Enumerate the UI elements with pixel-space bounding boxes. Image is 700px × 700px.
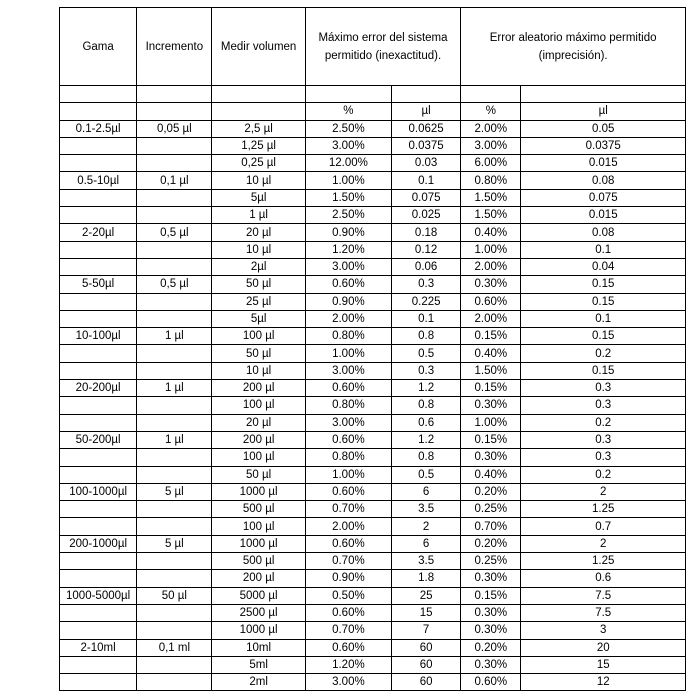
volumen-cell: 200 µl	[212, 570, 305, 587]
inexactitud-pct-cell: 1.00%	[305, 172, 391, 189]
table-row	[60, 293, 686, 310]
table-row	[60, 276, 686, 293]
inexactitud-pct-cell: 2.00%	[305, 310, 391, 327]
imprecision-pct-cell: 0.30%	[461, 622, 521, 639]
inexactitud-ul-cell: 6	[392, 483, 461, 500]
table-row	[60, 172, 686, 189]
imprecision-ul-cell: 0.0375	[521, 137, 686, 154]
inexactitud-ul-cell: 25	[392, 587, 461, 604]
incremento-cell	[137, 466, 212, 483]
imprecision-ul-cell: 0.05	[521, 120, 686, 137]
volumen-cell: 0,25 µl	[212, 155, 305, 172]
inexactitud-pct-cell: 1.20%	[305, 241, 391, 258]
table-row	[60, 466, 686, 483]
incremento-cell: 1 µl	[137, 431, 212, 448]
table-row	[60, 535, 686, 552]
imprecision-pct-cell: 2.00%	[461, 258, 521, 275]
imprecision-pct-cell: 0.25%	[461, 553, 521, 570]
imprecision-pct-cell: 0.60%	[461, 293, 521, 310]
inexactitud-ul-cell: 60	[392, 639, 461, 656]
imprecision-pct-cell: 6.00%	[461, 155, 521, 172]
inexactitud-pct-cell: 0.90%	[305, 293, 391, 310]
incremento-cell	[137, 570, 212, 587]
incremento-cell: 50 µl	[137, 587, 212, 604]
inexactitud-ul-cell: 0.6	[392, 414, 461, 431]
inexactitud-ul-cell: 0.5	[392, 466, 461, 483]
inexactitud-pct-cell: 0.60%	[305, 639, 391, 656]
gama-cell: 20-200µl	[60, 380, 137, 397]
gama-cell	[60, 604, 137, 621]
inexactitud-ul-cell: 6	[392, 535, 461, 552]
gama-cell: 2-20µl	[60, 224, 137, 241]
imprecision-pct-cell: 1.00%	[461, 414, 521, 431]
incremento-cell	[137, 674, 212, 691]
gama-cell: 200-1000µl	[60, 535, 137, 552]
table-row	[60, 397, 686, 414]
inexactitud-pct-cell: 3.00%	[305, 137, 391, 154]
pipette-tolerance-table	[59, 7, 686, 691]
inexactitud-pct-cell: 0.70%	[305, 622, 391, 639]
gama-cell	[60, 518, 137, 535]
gama-cell	[60, 345, 137, 362]
inexactitud-pct-cell: 0.80%	[305, 397, 391, 414]
volumen-cell: 5µl	[212, 189, 305, 206]
gama-cell	[60, 449, 137, 466]
imprecision-ul-cell: 0.015	[521, 207, 686, 224]
imprecision-pct-cell: 0.20%	[461, 483, 521, 500]
inexactitud-ul-cell: 0.075	[392, 189, 461, 206]
inexactitud-pct-cell: 1.00%	[305, 466, 391, 483]
inexactitud-pct-cell: 0.70%	[305, 501, 391, 518]
table-row	[60, 207, 686, 224]
imprecision-pct-cell: 0.30%	[461, 604, 521, 621]
imprecision-pct-cell: 0.20%	[461, 639, 521, 656]
imprecision-ul-cell: 0.04	[521, 258, 686, 275]
inexactitud-pct-cell: 0.80%	[305, 449, 391, 466]
gama-cell	[60, 501, 137, 518]
inexactitud-ul-cell: 0.5	[392, 345, 461, 362]
imprecision-ul-cell: 0.015	[521, 155, 686, 172]
table-row	[60, 501, 686, 518]
imprecision-ul-cell: 20	[521, 639, 686, 656]
imprecision-ul-cell: 0.08	[521, 172, 686, 189]
imprecision-pct-cell: 0.15%	[461, 328, 521, 345]
inexactitud-ul-cell: 0.0625	[392, 120, 461, 137]
imprecision-ul-cell: 0.3	[521, 397, 686, 414]
volumen-cell: 2,5 µl	[212, 120, 305, 137]
incremento-cell: 5 µl	[137, 483, 212, 500]
inexactitud-pct-cell: 0.90%	[305, 570, 391, 587]
gama-cell	[60, 397, 137, 414]
inexactitud-pct-cell: 3.00%	[305, 258, 391, 275]
table-row	[60, 380, 686, 397]
header-max-error: Máximo error del sistema permitido (inexactitud).	[305, 8, 460, 86]
inexactitud-pct-cell: 0.60%	[305, 604, 391, 621]
inexactitud-ul-cell: 0.3	[392, 276, 461, 293]
volumen-cell: 10 µl	[212, 241, 305, 258]
imprecision-ul-cell: 0.2	[521, 466, 686, 483]
volumen-cell: 20 µl	[212, 414, 305, 431]
blank-row	[60, 86, 686, 103]
volumen-cell: 2µl	[212, 258, 305, 275]
inexactitud-ul-cell: 0.18	[392, 224, 461, 241]
inexactitud-ul-cell: 0.1	[392, 310, 461, 327]
gama-cell	[60, 207, 137, 224]
incremento-cell	[137, 362, 212, 379]
imprecision-ul-cell: 7.5	[521, 604, 686, 621]
inexactitud-pct-cell: 0.80%	[305, 328, 391, 345]
volumen-cell: 50 µl	[212, 466, 305, 483]
incremento-cell: 1 µl	[137, 380, 212, 397]
table-row	[60, 155, 686, 172]
imprecision-ul-cell: 3	[521, 622, 686, 639]
gama-cell	[60, 258, 137, 275]
imprecision-pct-cell: 0.20%	[461, 535, 521, 552]
incremento-cell	[137, 207, 212, 224]
inexactitud-pct-cell: 3.00%	[305, 414, 391, 431]
inexactitud-ul-cell: 3.5	[392, 501, 461, 518]
inexactitud-pct-cell: 2.00%	[305, 518, 391, 535]
incremento-cell	[137, 293, 212, 310]
volumen-cell: 200 µl	[212, 431, 305, 448]
unit-cell: %	[305, 103, 391, 120]
inexactitud-ul-cell: 60	[392, 674, 461, 691]
gama-cell: 50-200µl	[60, 431, 137, 448]
volumen-cell: 5ml	[212, 656, 305, 673]
inexactitud-pct-cell: 3.00%	[305, 674, 391, 691]
inexactitud-ul-cell: 0.225	[392, 293, 461, 310]
inexactitud-ul-cell: 3.5	[392, 553, 461, 570]
table-row	[60, 604, 686, 621]
volumen-cell: 25 µl	[212, 293, 305, 310]
imprecision-pct-cell: 1.00%	[461, 241, 521, 258]
gama-cell: 2-10ml	[60, 639, 137, 656]
imprecision-ul-cell: 15	[521, 656, 686, 673]
incremento-cell	[137, 345, 212, 362]
imprecision-pct-cell: 0.15%	[461, 587, 521, 604]
table-row	[60, 449, 686, 466]
incremento-cell: 0,5 µl	[137, 224, 212, 241]
imprecision-ul-cell: 0.1	[521, 241, 686, 258]
header-medir-volumen: Medir volumen	[212, 8, 305, 86]
volumen-cell: 1000 µl	[212, 535, 305, 552]
imprecision-pct-cell: 0.60%	[461, 674, 521, 691]
inexactitud-ul-cell: 15	[392, 604, 461, 621]
unit-cell: %	[461, 103, 521, 120]
gama-cell	[60, 656, 137, 673]
imprecision-pct-cell: 0.30%	[461, 656, 521, 673]
gama-cell	[60, 570, 137, 587]
incremento-cell	[137, 656, 212, 673]
incremento-cell: 0,5 µl	[137, 276, 212, 293]
table-row	[60, 656, 686, 673]
table-row	[60, 189, 686, 206]
imprecision-ul-cell: 0.3	[521, 431, 686, 448]
incremento-cell	[137, 501, 212, 518]
imprecision-ul-cell: 1.25	[521, 553, 686, 570]
inexactitud-pct-cell: 1.00%	[305, 345, 391, 362]
volumen-cell: 2500 µl	[212, 604, 305, 621]
imprecision-pct-cell: 0.80%	[461, 172, 521, 189]
inexactitud-ul-cell: 1.2	[392, 380, 461, 397]
incremento-cell: 5 µl	[137, 535, 212, 552]
table-row	[60, 310, 686, 327]
inexactitud-ul-cell: 0.3	[392, 362, 461, 379]
volumen-cell: 5000 µl	[212, 587, 305, 604]
table-row	[60, 431, 686, 448]
volumen-cell: 10ml	[212, 639, 305, 656]
gama-cell: 100-1000µl	[60, 483, 137, 500]
volumen-cell: 10 µl	[212, 172, 305, 189]
gama-cell	[60, 137, 137, 154]
imprecision-ul-cell: 0.1	[521, 310, 686, 327]
imprecision-ul-cell: 2	[521, 483, 686, 500]
imprecision-pct-cell: 0.25%	[461, 501, 521, 518]
imprecision-ul-cell: 0.2	[521, 345, 686, 362]
table-row	[60, 362, 686, 379]
incremento-cell: 1 µl	[137, 328, 212, 345]
inexactitud-ul-cell: 0.0375	[392, 137, 461, 154]
inexactitud-ul-cell: 1.2	[392, 431, 461, 448]
imprecision-ul-cell: 0.15	[521, 328, 686, 345]
imprecision-pct-cell: 0.30%	[461, 276, 521, 293]
imprecision-ul-cell: 0.08	[521, 224, 686, 241]
inexactitud-ul-cell: 0.025	[392, 207, 461, 224]
incremento-cell	[137, 155, 212, 172]
volumen-cell: 5µl	[212, 310, 305, 327]
volumen-cell: 100 µl	[212, 397, 305, 414]
imprecision-ul-cell: 0.6	[521, 570, 686, 587]
imprecision-ul-cell: 12	[521, 674, 686, 691]
table-row	[60, 639, 686, 656]
inexactitud-pct-cell: 1.20%	[305, 656, 391, 673]
table-row	[60, 570, 686, 587]
imprecision-pct-cell: 1.50%	[461, 362, 521, 379]
inexactitud-ul-cell: 0.03	[392, 155, 461, 172]
gama-cell	[60, 293, 137, 310]
volumen-cell: 500 µl	[212, 553, 305, 570]
gama-cell	[60, 674, 137, 691]
imprecision-pct-cell: 0.15%	[461, 431, 521, 448]
header-error-aleatorio: Error aleatorio máximo permitido (imprecisión).	[461, 8, 686, 86]
table-row	[60, 483, 686, 500]
inexactitud-ul-cell: 0.8	[392, 328, 461, 345]
imprecision-ul-cell: 0.3	[521, 449, 686, 466]
inexactitud-pct-cell: 0.60%	[305, 535, 391, 552]
table-row	[60, 224, 686, 241]
incremento-cell: 0,1 ml	[137, 639, 212, 656]
inexactitud-pct-cell: 0.50%	[305, 587, 391, 604]
volumen-cell: 2ml	[212, 674, 305, 691]
inexactitud-pct-cell: 2.50%	[305, 120, 391, 137]
volumen-cell: 100 µl	[212, 518, 305, 535]
volumen-cell: 1000 µl	[212, 622, 305, 639]
inexactitud-pct-cell: 0.60%	[305, 380, 391, 397]
units-row	[60, 103, 686, 120]
incremento-cell	[137, 449, 212, 466]
inexactitud-ul-cell: 7	[392, 622, 461, 639]
unit-cell: µl	[521, 103, 686, 120]
imprecision-ul-cell: 0.15	[521, 293, 686, 310]
imprecision-ul-cell: 0.15	[521, 362, 686, 379]
inexactitud-ul-cell: 0.06	[392, 258, 461, 275]
volumen-cell: 50 µl	[212, 345, 305, 362]
inexactitud-pct-cell: 0.90%	[305, 224, 391, 241]
table-row	[60, 414, 686, 431]
imprecision-pct-cell: 2.00%	[461, 310, 521, 327]
table-row	[60, 241, 686, 258]
incremento-cell	[137, 604, 212, 621]
gama-cell	[60, 466, 137, 483]
inexactitud-ul-cell: 0.1	[392, 172, 461, 189]
inexactitud-pct-cell: 0.70%	[305, 553, 391, 570]
incremento-cell	[137, 137, 212, 154]
imprecision-pct-cell: 0.40%	[461, 345, 521, 362]
volumen-cell: 20 µl	[212, 224, 305, 241]
imprecision-ul-cell: 0.15	[521, 276, 686, 293]
inexactitud-pct-cell: 0.60%	[305, 483, 391, 500]
imprecision-pct-cell: 2.00%	[461, 120, 521, 137]
imprecision-pct-cell: 0.40%	[461, 224, 521, 241]
inexactitud-pct-cell: 2.50%	[305, 207, 391, 224]
table-row	[60, 674, 686, 691]
inexactitud-pct-cell: 0.60%	[305, 431, 391, 448]
gama-cell: 1000-5000µl	[60, 587, 137, 604]
volumen-cell: 500 µl	[212, 501, 305, 518]
imprecision-ul-cell: 1.25	[521, 501, 686, 518]
incremento-cell	[137, 310, 212, 327]
imprecision-pct-cell: 1.50%	[461, 189, 521, 206]
gama-cell	[60, 155, 137, 172]
incremento-cell: 0,1 µl	[137, 172, 212, 189]
header-gama: Gama	[60, 8, 137, 86]
incremento-cell	[137, 397, 212, 414]
incremento-cell	[137, 414, 212, 431]
table-row	[60, 622, 686, 639]
imprecision-pct-cell: 0.30%	[461, 397, 521, 414]
imprecision-pct-cell: 3.00%	[461, 137, 521, 154]
volumen-cell: 50 µl	[212, 276, 305, 293]
imprecision-pct-cell: 0.30%	[461, 449, 521, 466]
table-row	[60, 258, 686, 275]
inexactitud-pct-cell: 3.00%	[305, 362, 391, 379]
table-row	[60, 587, 686, 604]
incremento-cell	[137, 518, 212, 535]
gama-cell	[60, 310, 137, 327]
inexactitud-pct-cell: 0.60%	[305, 276, 391, 293]
imprecision-pct-cell: 0.70%	[461, 518, 521, 535]
gama-cell	[60, 414, 137, 431]
volumen-cell: 1000 µl	[212, 483, 305, 500]
table-row	[60, 518, 686, 535]
inexactitud-ul-cell: 0.8	[392, 397, 461, 414]
gama-cell: 0.5-10µl	[60, 172, 137, 189]
imprecision-pct-cell: 0.40%	[461, 466, 521, 483]
imprecision-pct-cell: 0.15%	[461, 380, 521, 397]
volumen-cell: 100 µl	[212, 328, 305, 345]
inexactitud-ul-cell: 60	[392, 656, 461, 673]
gama-cell	[60, 622, 137, 639]
gama-cell: 0.1-2.5µl	[60, 120, 137, 137]
imprecision-pct-cell: 0.30%	[461, 570, 521, 587]
imprecision-ul-cell: 0.2	[521, 414, 686, 431]
imprecision-pct-cell: 1.50%	[461, 207, 521, 224]
gama-cell	[60, 553, 137, 570]
incremento-cell: 0,05 µl	[137, 120, 212, 137]
inexactitud-pct-cell: 12.00%	[305, 155, 391, 172]
incremento-cell	[137, 622, 212, 639]
table-row	[60, 345, 686, 362]
gama-cell	[60, 362, 137, 379]
inexactitud-ul-cell: 0.12	[392, 241, 461, 258]
inexactitud-ul-cell: 0.8	[392, 449, 461, 466]
unit-cell: µl	[392, 103, 461, 120]
volumen-cell: 100 µl	[212, 449, 305, 466]
imprecision-ul-cell: 2	[521, 535, 686, 552]
incremento-cell	[137, 241, 212, 258]
volumen-cell: 200 µl	[212, 380, 305, 397]
incremento-cell	[137, 189, 212, 206]
header-row	[60, 8, 686, 86]
gama-cell	[60, 189, 137, 206]
inexactitud-pct-cell: 1.50%	[305, 189, 391, 206]
table-row	[60, 137, 686, 154]
table-row	[60, 120, 686, 137]
gama-cell	[60, 241, 137, 258]
gama-cell: 10-100µl	[60, 328, 137, 345]
incremento-cell	[137, 553, 212, 570]
gama-cell: 5-50µl	[60, 276, 137, 293]
imprecision-ul-cell: 0.7	[521, 518, 686, 535]
imprecision-ul-cell: 0.075	[521, 189, 686, 206]
incremento-cell	[137, 258, 212, 275]
imprecision-ul-cell: 0.3	[521, 380, 686, 397]
inexactitud-ul-cell: 1.8	[392, 570, 461, 587]
header-incremento: Incremento	[137, 8, 212, 86]
volumen-cell: 1 µl	[212, 207, 305, 224]
inexactitud-ul-cell: 2	[392, 518, 461, 535]
table-row	[60, 328, 686, 345]
table-row	[60, 553, 686, 570]
volumen-cell: 10 µl	[212, 362, 305, 379]
volumen-cell: 1,25 µl	[212, 137, 305, 154]
imprecision-ul-cell: 7.5	[521, 587, 686, 604]
